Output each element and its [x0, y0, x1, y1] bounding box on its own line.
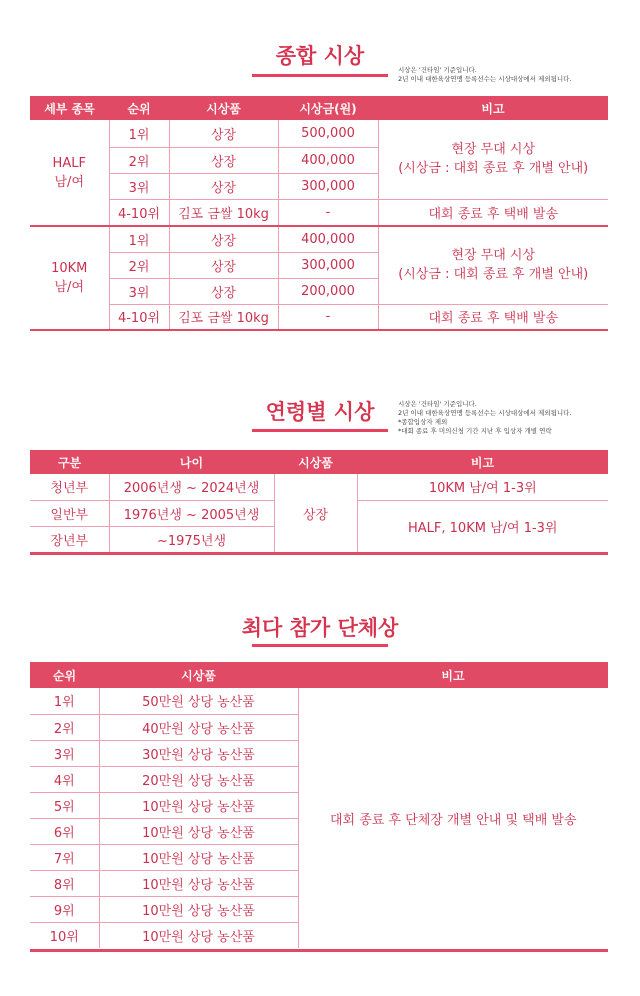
rank-cell: 3위: [109, 173, 169, 199]
money-cell: 300,000: [278, 173, 378, 199]
table-row: [30, 120, 608, 147]
rank-cell: 5위: [30, 792, 99, 818]
prize-cell: 상장: [169, 147, 278, 173]
note-line: 현장 무대 시상: [451, 248, 536, 264]
table-header-row: [30, 662, 608, 688]
age-cell: 1976년생 ~ 2005년생: [109, 500, 274, 526]
note-cell: HALF, 10KM 남/여 1-3위: [357, 500, 608, 552]
header-rank: 순위: [109, 96, 169, 120]
note-line: 시상은 '건타임' 기준입니다.: [398, 400, 477, 408]
money-cell: 200,000: [278, 278, 378, 304]
money-cell: 400,000: [278, 226, 378, 252]
note-line: 2년 이내 대한육상연맹 등록선수는 시상대상에서 제외됩니다.: [398, 75, 572, 83]
money-cell: -: [278, 199, 378, 226]
section2-bottom-rule: [30, 552, 608, 555]
table-header-row: [30, 450, 608, 474]
note-line: (시상금 : 대회 종료 후 개별 안내): [398, 161, 589, 177]
note-cell: 대회 종료 후 택배 발송: [378, 199, 608, 226]
note-cell: [378, 120, 608, 199]
rank-cell: 1위: [30, 688, 99, 714]
prize-cell: 상장: [169, 226, 278, 252]
rank-cell: 10위: [30, 922, 99, 948]
table-row: [30, 474, 608, 500]
event-cell-10km: [30, 226, 109, 330]
section3-title: 최다 참가 단체상: [241, 616, 399, 640]
prize-cell: 20만원 상당 농산품: [99, 766, 298, 792]
prize-cell: 상장: [274, 474, 357, 552]
rank-cell: 2위: [30, 714, 99, 740]
section1-title: 종합 시상: [275, 44, 365, 68]
event-name: 10KM: [51, 261, 88, 276]
prize-cell: 50만원 상당 농산품: [99, 688, 298, 714]
prize-cell: 상장: [169, 278, 278, 304]
event-cell-half: [30, 120, 109, 226]
rank-cell: 4위: [30, 766, 99, 792]
note-cell: 대회 종료 후 택배 발송: [378, 304, 608, 330]
section2-notes: [398, 400, 572, 436]
note-line: *종합입상자 제외: [398, 418, 448, 426]
age-awards-table: [30, 450, 608, 552]
rank-cell: 1위: [109, 120, 169, 147]
header-prize: 시상품: [274, 450, 357, 474]
header-money: 시상금(원): [278, 96, 378, 120]
event-gender: 남/여: [54, 280, 84, 295]
rank-cell: 2위: [109, 147, 169, 173]
header-group: 구분: [30, 450, 109, 474]
prize-cell: 상장: [169, 252, 278, 278]
section2-title: 연령별 시상: [265, 400, 375, 424]
prize-cell: 10만원 상당 농산품: [99, 870, 298, 896]
age-cell: ~1975년생: [109, 526, 274, 552]
header-note: 비고: [298, 662, 608, 688]
prize-cell: 10만원 상당 농산품: [99, 792, 298, 818]
header-note: 비고: [378, 96, 608, 120]
section1-title-underline: [252, 74, 388, 77]
event-name: HALF: [52, 155, 86, 171]
table-row: [30, 199, 608, 226]
money-cell: 300,000: [278, 252, 378, 278]
prize-cell: 상장: [169, 173, 278, 199]
prize-cell: 30만원 상당 농산품: [99, 740, 298, 766]
header-prize: 시상품: [169, 96, 278, 120]
prize-cell: 김포 금쌀 10kg: [169, 199, 278, 226]
group-cell: 장년부: [30, 526, 109, 552]
rank-cell: 4-10위: [109, 199, 169, 226]
rank-cell: 7위: [30, 844, 99, 870]
note-cell: [378, 226, 608, 304]
section1-notes: [398, 66, 572, 84]
table-row: [30, 304, 608, 330]
note-line: 현장 무대 시상: [451, 142, 536, 158]
prize-cell: 상장: [169, 120, 278, 147]
age-cell: 2006년생 ~ 2024년생: [109, 474, 274, 500]
rank-cell: 2위: [109, 252, 169, 278]
overall-awards-table: [30, 96, 608, 331]
note-line: (시상금 : 대회 종료 후 개별 안내): [398, 267, 589, 283]
header-note: 비고: [357, 450, 608, 474]
prize-cell: 10만원 상당 농산품: [99, 818, 298, 844]
event-gender: 남/여: [54, 174, 84, 190]
team-awards-table: [30, 662, 608, 948]
prize-cell: 김포 금쌀 10kg: [169, 304, 278, 330]
table-row: [30, 688, 608, 714]
money-cell: 400,000: [278, 147, 378, 173]
note-cell: 10KM 남/여 1-3위: [357, 474, 608, 500]
note-cell: 대회 종료 후 단체장 개별 안내 및 택배 발송: [298, 688, 608, 948]
section3-bottom-rule: [30, 949, 608, 952]
header-rank: 순위: [30, 662, 99, 688]
prize-cell: 10만원 상당 농산품: [99, 896, 298, 922]
header-event: 세부 종목: [30, 96, 109, 120]
rank-cell: 9위: [30, 896, 99, 922]
prize-cell: 10만원 상당 농산품: [99, 844, 298, 870]
rank-cell: 6위: [30, 818, 99, 844]
rank-cell: 8위: [30, 870, 99, 896]
prize-cell: 40만원 상당 농산품: [99, 714, 298, 740]
note-line: 시상은 '건타임' 기준입니다.: [398, 66, 477, 74]
note-line: 2년 이내 대한육상연맹 등록선수는 시상대상에서 제외됩니다.: [398, 409, 572, 417]
group-cell: 청년부: [30, 474, 109, 500]
rank-cell: 3위: [109, 278, 169, 304]
header-age: 나이: [109, 450, 274, 474]
section3-title-underline: [252, 644, 388, 647]
rank-cell: 4-10위: [109, 304, 169, 330]
table-header-row: [30, 96, 608, 120]
header-prize: 시상품: [99, 662, 298, 688]
prize-cell: 10만원 상당 농산품: [99, 922, 298, 948]
money-cell: 500,000: [278, 120, 378, 147]
rank-cell: 3위: [30, 740, 99, 766]
money-cell: -: [278, 304, 378, 330]
group-cell: 일반부: [30, 500, 109, 526]
note-line: *대회 종료 후 미의신청 기간 지난 후 입상자 개별 연락: [398, 427, 552, 435]
section2-title-underline: [252, 429, 388, 432]
rank-cell: 1위: [109, 226, 169, 252]
table-row: [30, 226, 608, 252]
